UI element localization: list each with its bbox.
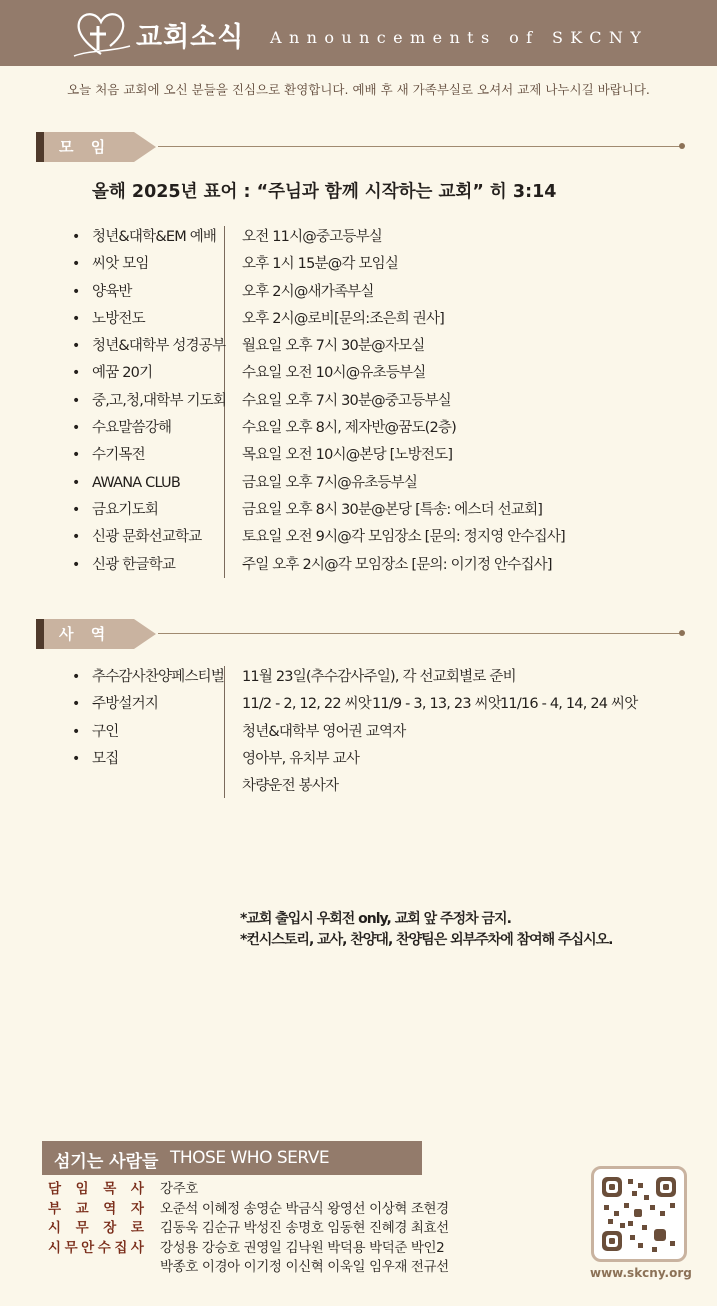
- staff-names: 강주호: [160, 1181, 198, 1197]
- bullet-marker: •: [72, 750, 81, 767]
- item-detail: 청년&대학부 영어권 교역자: [242, 723, 406, 740]
- item-label: 씨앗 모임: [92, 256, 149, 273]
- parking-notes: [240, 909, 612, 951]
- staff-role-char: 목: [103, 1181, 117, 1197]
- bullet-marker: •: [72, 283, 81, 300]
- bullet-marker: •: [72, 474, 81, 491]
- item-detail: 11/2 - 2, 12, 22 씨앗: [242, 696, 371, 713]
- bullet-marker: •: [72, 310, 81, 327]
- section-bar: [36, 619, 44, 649]
- item-label: 양육반: [92, 283, 132, 300]
- qr-code-icon: [594, 1169, 684, 1259]
- section-arrow: [134, 619, 156, 649]
- item-label: 구인: [92, 723, 119, 740]
- staff-role: [48, 1239, 144, 1258]
- section-divider: [158, 633, 680, 634]
- note-line: *교회 출입시 우회전 only, 교회 앞 주정차 금지.: [240, 911, 511, 927]
- bullet-marker: •: [72, 338, 81, 355]
- bullet-marker: •: [72, 529, 81, 546]
- item-schedule: 수요일 오후 7시 30분@중고등부실: [242, 392, 451, 409]
- staff-role-char: 부: [48, 1200, 62, 1217]
- heart-cross-logo-icon: [70, 6, 132, 60]
- item-detail: 11/9 - 3, 13, 23 씨앗: [372, 696, 501, 713]
- bullet-marker: •: [72, 696, 81, 713]
- item-schedule: 오후 1시 15분@각 모임실: [242, 256, 399, 273]
- item-label: 신광 한글학교: [92, 556, 176, 573]
- section-divider-dot: [679, 143, 685, 149]
- item-label: AWANA CLUB: [92, 474, 181, 491]
- staff-role-char: 역: [103, 1200, 117, 1217]
- item-schedule: 월요일 오후 7시 30분@자모실: [242, 338, 425, 355]
- staff-role-char: 임: [75, 1181, 89, 1197]
- item-detail: 영아부, 유치부 교사: [242, 750, 360, 767]
- item-label: 모집: [92, 750, 119, 767]
- item-detail: 11월 23일(추수감사주일), 각 선교회별로 준비: [242, 669, 516, 685]
- section-arrow: [134, 132, 156, 162]
- item-label: 청년&대학&EM 예배: [92, 229, 217, 245]
- staff-role-char: 수: [97, 1239, 111, 1256]
- welcome-message: 오늘 처음 교회에 오신 분들을 진심으로 환영합니다. 예배 후 새 가족부실로 오셔서 교제 나누시길 바랍니다.: [67, 82, 650, 97]
- note-line: *컨시스토리, 교사, 찬양대, 찬양팀은 외부주차에 참여해 주십시오.: [240, 932, 613, 948]
- yearly-motto: 올해 2025년 표어 : “주님과 함께 시작하는 교회” 히 3:14: [92, 182, 557, 202]
- section-divider: [158, 146, 680, 147]
- item-schedule: 오전 11시@중고등부실: [242, 229, 383, 245]
- website-link[interactable]: www.skcny.org: [590, 1266, 692, 1280]
- bullet-marker: •: [72, 501, 81, 518]
- serve-title-ko: 섬기는 사람들: [54, 1152, 159, 1172]
- page-subtitle: Announcements of SKCNY: [270, 28, 649, 47]
- staff-role-char: 시: [48, 1239, 62, 1256]
- item-label: 청년&대학부 성경공부: [92, 338, 226, 355]
- item-schedule: 목요일 오전 10시@본당 [노방전도]: [242, 447, 453, 464]
- staff-names: 박종호 이경아 이기정 이신혁 이욱일 임우재 전규선: [160, 1259, 449, 1275]
- item-label: 추수감사찬양페스티벌: [92, 669, 225, 685]
- item-schedule: 주일 오후 2시@각 모임장소 [문의: 이기정 안수집사]: [242, 556, 552, 573]
- item-detail: 차량운전 봉사자: [242, 778, 339, 795]
- staff-role-char: 담: [48, 1181, 62, 1197]
- item-label: 중,고,청,대학부 기도회: [92, 392, 227, 409]
- bullet-marker: •: [72, 669, 81, 685]
- bullet-marker: •: [72, 229, 81, 245]
- header-banner: [0, 0, 717, 66]
- item-schedule: 금요일 오후 8시 30분@본당 [특송: 에스더 선교회]: [242, 501, 543, 518]
- bullet-marker: •: [72, 392, 81, 409]
- qr-code[interactable]: [591, 1166, 687, 1262]
- staff-role: [48, 1180, 144, 1199]
- staff-role-char: 사: [130, 1239, 144, 1256]
- staff-role-char: 안: [81, 1239, 95, 1256]
- item-schedule: 금요일 오후 7시@유초등부실: [242, 474, 418, 491]
- item-schedule: 수요일 오후 8시, 제자반@꿈도(2층): [242, 420, 456, 437]
- item-label: 수요말씀강해: [92, 420, 172, 437]
- bullet-marker: •: [72, 556, 81, 573]
- item-label: 주방설거지: [92, 696, 159, 713]
- staff-role-char: 장: [103, 1220, 117, 1236]
- serve-title-en: THOSE WHO SERVE: [170, 1148, 330, 1168]
- staff-names: 강성용 강승호 권영일 김낙원 박덕용 박덕준 박인2: [160, 1239, 445, 1256]
- serve-header: [42, 1141, 422, 1175]
- section-label: 모 임: [44, 132, 134, 162]
- staff-role-char: 무: [64, 1239, 78, 1256]
- staff-role-char: 자: [130, 1200, 144, 1217]
- item-label: 금요기도회: [92, 501, 159, 518]
- item-schedule: 수요일 오전 10시@유초등부실: [242, 365, 426, 382]
- item-schedule: 오후 2시@새가족부실: [242, 283, 374, 300]
- staff-role-char: 로: [130, 1220, 144, 1236]
- item-label: 수기목전: [92, 447, 145, 464]
- staff-role-char: 사: [130, 1181, 144, 1197]
- staff-names: 김동욱 김순규 박성진 송명호 임동현 진혜경 최효선: [160, 1220, 449, 1236]
- item-schedule: 오후 2시@로비[문의:조은희 권사]: [242, 310, 445, 327]
- staff-role-char: 교: [75, 1200, 89, 1217]
- bullet-marker: •: [72, 256, 81, 273]
- item-schedule: 토요일 오전 9시@각 모임장소 [문의: 정지영 안수집사]: [242, 529, 565, 546]
- page-title: 교회소식: [136, 22, 245, 53]
- item-label: 예꿈 20기: [92, 365, 153, 382]
- section-label: 사 역: [44, 619, 134, 649]
- staff-names: 오준석 이혜정 송영순 박금식 왕영선 이상혁 조현경: [160, 1200, 449, 1217]
- staff-role-char: 무: [75, 1220, 89, 1236]
- item-label: 신광 문화선교학교: [92, 529, 202, 546]
- section-divider-dot: [679, 630, 685, 636]
- bullet-marker: •: [72, 420, 81, 437]
- staff-role-char: 시: [48, 1220, 62, 1236]
- column-divider: [224, 666, 225, 798]
- bullet-marker: •: [72, 447, 81, 464]
- staff-role: [48, 1200, 144, 1219]
- item-label: 노방전도: [92, 310, 145, 327]
- bullet-marker: •: [72, 365, 81, 382]
- section-bar: [36, 132, 44, 162]
- staff-role: [48, 1219, 144, 1238]
- item-detail: 11/16 - 4, 14, 24 씨앗: [500, 696, 638, 713]
- staff-role-char: 집: [114, 1239, 128, 1256]
- bullet-marker: •: [72, 723, 81, 740]
